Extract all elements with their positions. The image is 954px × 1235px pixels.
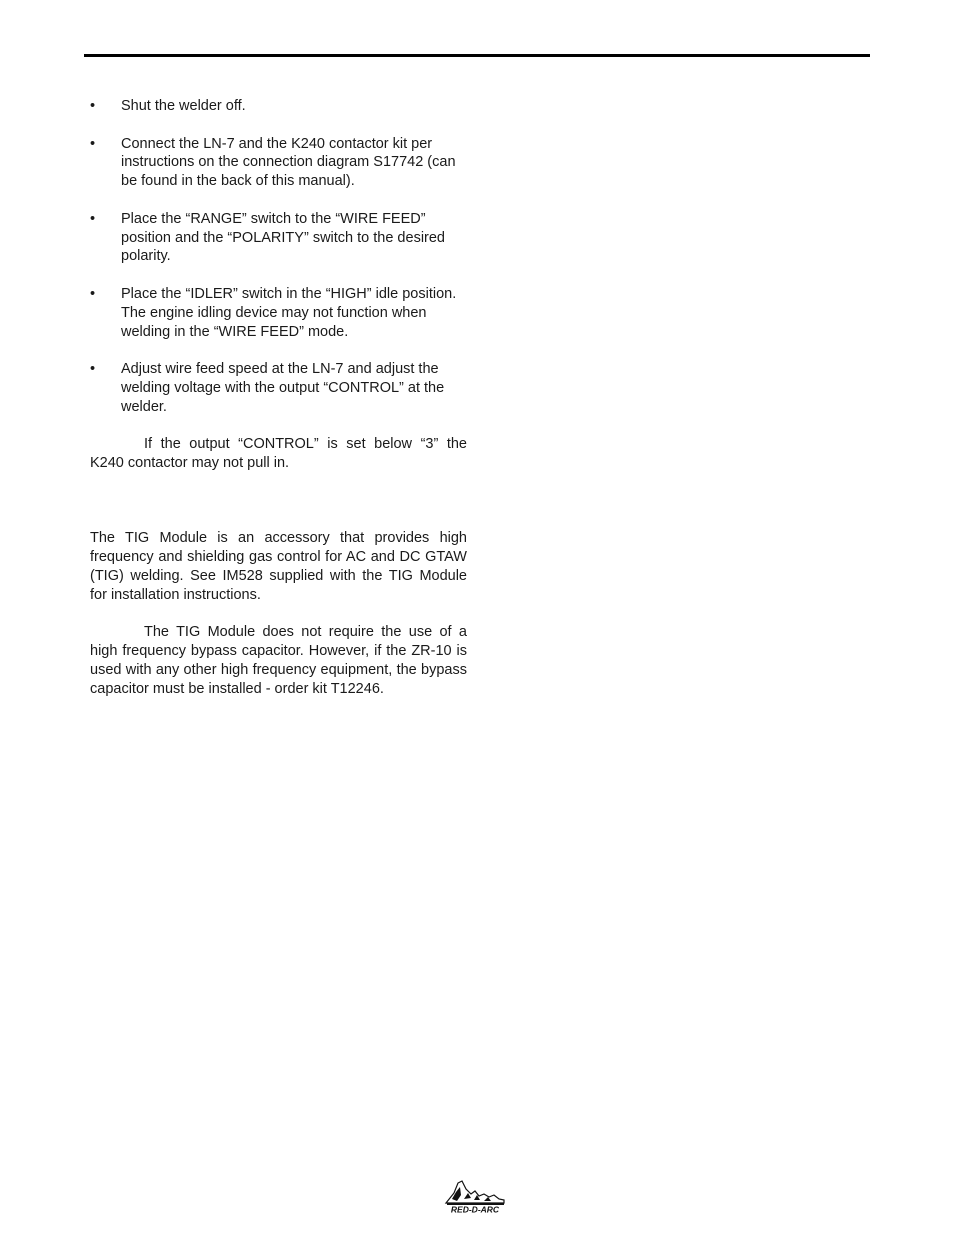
bullet-dot-icon: • [90,285,96,302]
header-rule [84,54,870,57]
bullet-item: • Connect the LN-7 and the K240 contactor kit per instructions on the connection diagram S17742 (can be found in the back of this manual). [90,135,456,190]
bullet-item: • Place the “RANGE” switch to the “WIRE FEED” position and the “POLARITY” switch to the desired polarity. [90,210,445,265]
bullet-item: • Place the “IDLER” switch in the “HIGH” idle position. The engine idling device may not function when welding in the “WIRE FEED” mode. [90,285,457,340]
bullet-dot-icon: • [90,135,96,152]
bullet-dot-icon: • [90,210,96,227]
bullet-dot-icon: • [90,361,96,378]
bullet-item: • Adjust wire feed speed at the LN-7 and adjust the welding voltage with the output “CONTROL” at the welder. [90,361,445,415]
red-d-arc-logo [444,1175,506,1215]
bullet-item: • Shut the welder off. [90,98,246,114]
bullet-dot-icon: • [90,98,96,114]
main-column [90,97,467,699]
note-contactor: If the output “CONTROL” is set below “3” the K240 contactor may not pull in. [90,436,467,472]
note-tig-capacitor: The TIG Module does not require the use of a high frequency bypass capacitor. However, if the ZR-10 is used with any other high frequency equipment, the bypass capacitor must be installed - order kit T12246. [90,624,467,697]
tig-module-paragraph: The TIG Module is an accessory that provides high frequency and shielding gas control for AC and DC GTAW (TIG) welding. See IM528 supplied with the TIG Module for installation instructions. [90,530,467,603]
logo-text: RED-D-ARC [450,1204,500,1215]
